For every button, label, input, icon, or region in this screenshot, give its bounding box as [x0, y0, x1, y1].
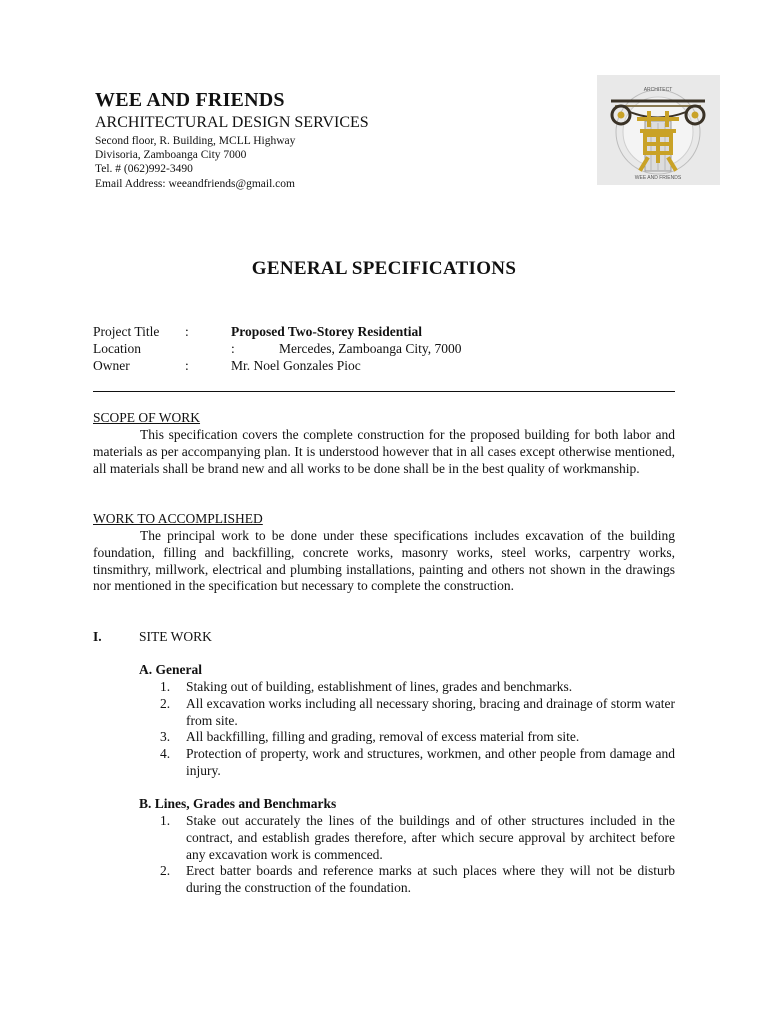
list-item-text: All backfilling, filling and grading, removal of excess material from site. — [186, 729, 580, 745]
work-to-accomplish-paragraph — [93, 528, 675, 595]
logo-text-bottom: WEE AND FRIENDS — [634, 175, 682, 181]
list-item-number: 1. — [160, 813, 171, 828]
project-title-label: Project Title — [93, 324, 160, 339]
subsection-b-heading: B. Lines, Grades and Benchmarks — [139, 796, 337, 811]
firm-logo — [597, 75, 720, 185]
logo-text-top: ARCHITECT — [643, 87, 673, 93]
list-item-number: 2. — [160, 695, 171, 711]
list-item — [160, 746, 675, 780]
list-item-number: 2. — [160, 863, 171, 879]
subsection-a-list — [160, 679, 675, 780]
owner-value: Mr. Noel Gonzales Pioc — [231, 358, 361, 373]
section-number: I. — [93, 629, 102, 644]
list-item-number: 4. — [160, 746, 171, 762]
list-item-text: Stake out accurately the lines of the buildings and of other structures included in the contract, and establish grades therefore, after which secure approval by architect before any excavation work is commenced. — [186, 813, 675, 862]
list-item — [160, 696, 675, 730]
subsection-b-list — [160, 813, 675, 897]
owner-label: Owner — [93, 358, 130, 373]
location-label: Location — [93, 341, 141, 356]
email-address: Email Address: weeandfriends@gmail.com — [95, 178, 295, 190]
scope-of-work-paragraph — [93, 427, 675, 477]
firm-name: WEE AND FRIENDS — [95, 89, 285, 111]
list-item-text: All excavation works including all necessary shoring, bracing and drainage of storm water from site. — [186, 695, 675, 728]
location-colon: : — [231, 341, 235, 356]
project-title-value: Proposed Two-Storey Residential — [231, 324, 423, 339]
list-item-text: Staking out of building, establishment of lines, grades and benchmarks. — [186, 679, 573, 694]
list-item — [160, 679, 675, 696]
list-item-text: Protection of property, work and structures, workmen, and other people from damage and injury. — [186, 746, 675, 778]
subsection-a-heading: A. General — [139, 662, 202, 677]
horizontal-rule — [93, 391, 675, 392]
scope-of-work-heading: SCOPE OF WORK — [93, 410, 201, 425]
list-item — [160, 813, 675, 863]
work-to-accomplish-heading: WORK TO ACCOMPLISHED — [93, 511, 263, 526]
list-item — [160, 729, 675, 746]
address-line-1: Second floor, R. Building, MCLL Highway — [95, 135, 296, 147]
document-title: GENERAL SPECIFICATIONS — [251, 258, 517, 279]
list-item-text: Erect batter boards and reference marks at such places where they will not be disturb during the construction of the foundation. — [186, 863, 675, 896]
work-to-accomplish-text: The principal work to be done under these specifications includes excavation of the building foundation, filling and backfilling, concrete works, masonry works, steel works, carpentry works, tinsmithry, millwork, electrical and plumbing installations, painting and others not shown in the drawings nor mentioned in the specification but necessary to complete the construction. — [93, 528, 675, 594]
location-value: Mercedes, Zamboanga City, 7000 — [279, 341, 462, 356]
owner-colon: : — [185, 358, 189, 373]
list-item — [160, 863, 675, 897]
telephone: Tel. # (062)992-3490 — [95, 163, 193, 175]
section-title: SITE WORK — [139, 629, 212, 644]
address-line-2: Divisoria, Zamboanga City 7000 — [95, 149, 247, 161]
column-logo-icon — [597, 75, 720, 185]
list-item-number: 3. — [160, 729, 171, 745]
list-item-number: 1. — [160, 679, 171, 694]
scope-of-work-text: This specification covers the complete construction for the proposed building for both labor and materials as per accompanying plan. It is understood however that in all cases except otherwise mentioned, all materials shall be brand new and all works to be done shall be in the best quality of workmanship. — [93, 427, 675, 476]
project-title-colon: : — [185, 324, 189, 339]
firm-subtitle: ARCHITECTURAL DESIGN SERVICES — [95, 114, 369, 131]
